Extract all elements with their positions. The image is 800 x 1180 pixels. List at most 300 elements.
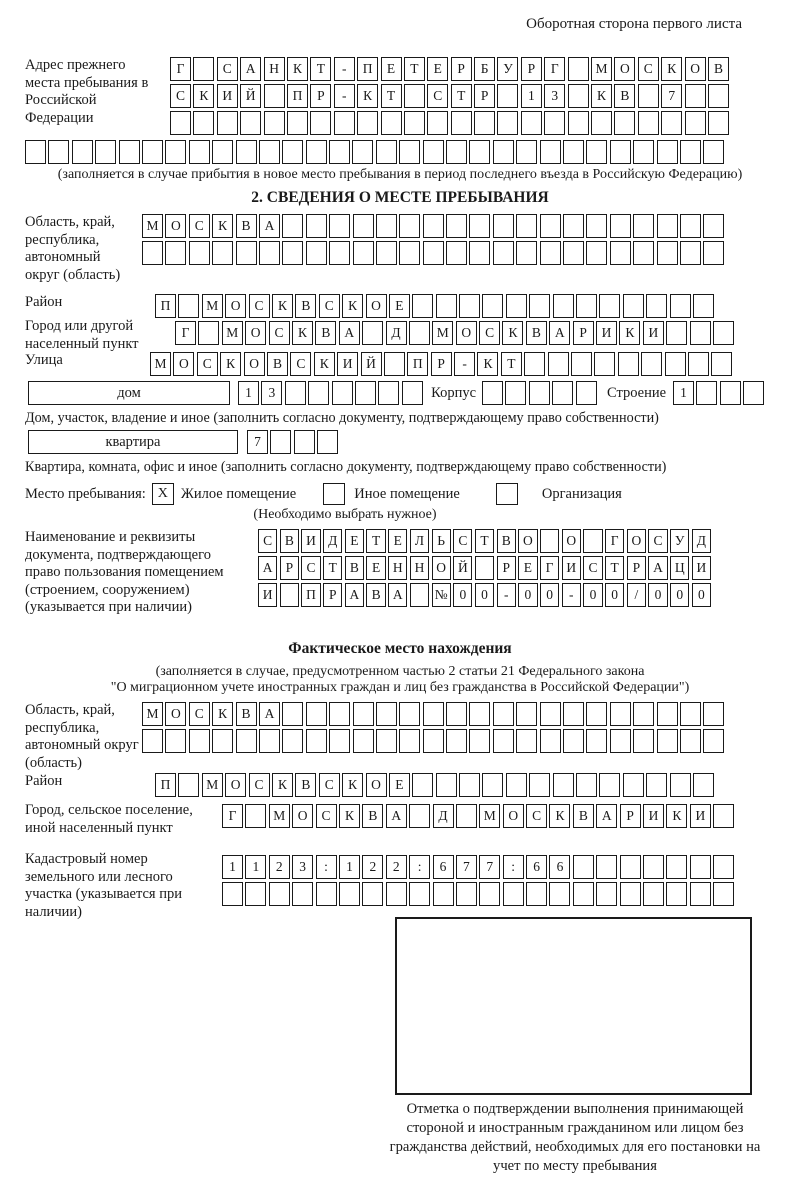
form-cell[interactable] (610, 214, 631, 238)
form-cell[interactable]: Р (620, 804, 641, 828)
form-cell[interactable]: М (479, 804, 500, 828)
form-cell[interactable]: Т (475, 529, 494, 553)
form-cell[interactable] (563, 241, 584, 265)
form-cell[interactable]: Р (323, 583, 342, 607)
form-cell[interactable] (193, 57, 214, 81)
form-cell[interactable] (451, 111, 472, 135)
form-cell[interactable]: И (301, 529, 320, 553)
form-cell[interactable] (657, 702, 678, 726)
form-cell[interactable]: С (290, 352, 311, 376)
form-cell[interactable] (680, 214, 701, 238)
form-cell[interactable]: К (357, 84, 378, 108)
form-cell[interactable]: С (269, 321, 290, 345)
form-cell[interactable]: Т (366, 529, 385, 553)
form-cell[interactable] (482, 381, 503, 405)
form-cell[interactable]: Т (451, 84, 472, 108)
form-cell[interactable]: К (212, 214, 233, 238)
form-cell[interactable] (48, 140, 69, 164)
form-cell[interactable] (334, 111, 355, 135)
form-cell[interactable] (657, 140, 678, 164)
form-cell[interactable] (688, 352, 709, 376)
form-cell[interactable] (95, 140, 116, 164)
form-cell[interactable] (614, 111, 635, 135)
form-cell[interactable] (680, 729, 701, 753)
form-cell[interactable]: Д (433, 804, 454, 828)
form-cell[interactable] (516, 241, 537, 265)
form-cell[interactable] (586, 241, 607, 265)
form-cell[interactable] (212, 241, 233, 265)
form-cell[interactable] (353, 702, 374, 726)
form-cell[interactable] (665, 352, 686, 376)
form-cell[interactable] (680, 140, 701, 164)
form-cell[interactable] (280, 583, 299, 607)
form-cell[interactable] (353, 729, 374, 753)
form-cell[interactable]: 7 (247, 430, 268, 454)
form-cell[interactable] (516, 729, 537, 753)
form-cell[interactable]: 3 (544, 84, 565, 108)
form-cell[interactable]: К (661, 57, 682, 81)
form-cell[interactable] (469, 702, 490, 726)
form-cell[interactable]: У (497, 57, 518, 81)
form-cell[interactable]: О (685, 57, 706, 81)
form-cell[interactable]: 6 (549, 855, 570, 879)
form-cell[interactable]: А (259, 702, 280, 726)
form-cell[interactable]: М (142, 702, 163, 726)
form-cell[interactable]: А (596, 804, 617, 828)
form-cell[interactable]: К (272, 773, 293, 797)
form-cell[interactable]: С (316, 804, 337, 828)
form-cell[interactable]: К (314, 352, 335, 376)
form-cell[interactable] (690, 855, 711, 879)
form-cell[interactable]: А (345, 583, 364, 607)
form-cell[interactable]: В (280, 529, 299, 553)
form-cell[interactable] (548, 352, 569, 376)
form-cell[interactable] (586, 140, 607, 164)
form-cell[interactable] (633, 241, 654, 265)
form-cell[interactable]: К (502, 321, 523, 345)
form-cell[interactable]: А (339, 321, 360, 345)
form-cell[interactable] (506, 773, 527, 797)
form-cell[interactable]: Р (573, 321, 594, 345)
form-cell[interactable]: М (142, 214, 163, 238)
form-cell[interactable] (529, 294, 550, 318)
form-cell[interactable]: А (259, 214, 280, 238)
form-cell[interactable] (399, 702, 420, 726)
form-cell[interactable] (332, 381, 353, 405)
form-cell[interactable] (633, 214, 654, 238)
form-cell[interactable] (670, 294, 691, 318)
form-cell[interactable] (516, 214, 537, 238)
form-cell[interactable] (497, 84, 518, 108)
form-cell[interactable] (119, 140, 140, 164)
form-cell[interactable]: А (648, 556, 667, 580)
form-cell[interactable] (633, 729, 654, 753)
form-cell[interactable]: 1 (339, 855, 360, 879)
form-cell[interactable]: Т (381, 84, 402, 108)
form-cell[interactable] (623, 773, 644, 797)
form-cell[interactable]: И (643, 804, 664, 828)
form-cell[interactable]: П (155, 294, 176, 318)
form-cell[interactable] (446, 241, 467, 265)
form-cell[interactable] (482, 294, 503, 318)
form-cell[interactable]: Ь (432, 529, 451, 553)
form-cell[interactable]: О (292, 804, 313, 828)
form-cell[interactable] (643, 855, 664, 879)
form-cell[interactable] (245, 804, 266, 828)
form-cell[interactable] (240, 111, 261, 135)
form-cell[interactable] (399, 729, 420, 753)
form-cell[interactable] (573, 882, 594, 906)
form-cell[interactable]: О (503, 804, 524, 828)
form-cell[interactable] (317, 430, 338, 454)
form-cell[interactable]: А (258, 556, 277, 580)
form-cell[interactable] (329, 140, 350, 164)
form-cell[interactable]: О (366, 773, 387, 797)
form-cell[interactable] (306, 729, 327, 753)
form-cell[interactable]: - (334, 57, 355, 81)
form-cell[interactable] (236, 241, 257, 265)
form-cell[interactable]: М (150, 352, 171, 376)
form-cell[interactable] (599, 294, 620, 318)
form-cell[interactable]: 0 (540, 583, 559, 607)
form-cell[interactable] (189, 140, 210, 164)
form-cell[interactable]: Г (540, 556, 559, 580)
form-cell[interactable]: 0 (475, 583, 494, 607)
form-cell[interactable]: К (212, 702, 233, 726)
form-cell[interactable]: 6 (526, 855, 547, 879)
form-cell[interactable] (540, 729, 561, 753)
form-cell[interactable] (576, 294, 597, 318)
form-cell[interactable]: Т (605, 556, 624, 580)
form-cell[interactable]: - (497, 583, 516, 607)
form-cell[interactable] (25, 140, 46, 164)
form-cell[interactable]: В (267, 352, 288, 376)
form-cell[interactable] (586, 729, 607, 753)
form-cell[interactable] (693, 773, 714, 797)
form-cell[interactable]: 0 (518, 583, 537, 607)
form-cell[interactable]: К (619, 321, 640, 345)
form-cell[interactable]: 1 (245, 855, 266, 879)
form-cell[interactable]: С (479, 321, 500, 345)
form-cell[interactable] (563, 729, 584, 753)
form-cell[interactable] (529, 381, 550, 405)
form-cell[interactable] (505, 381, 526, 405)
form-cell[interactable] (142, 241, 163, 265)
form-cell[interactable]: Е (427, 57, 448, 81)
form-cell[interactable] (620, 882, 641, 906)
form-cell[interactable] (433, 882, 454, 906)
form-cell[interactable]: Т (501, 352, 522, 376)
form-cell[interactable] (72, 140, 93, 164)
form-cell[interactable] (270, 430, 291, 454)
form-cell[interactable]: 2 (362, 855, 383, 879)
form-cell[interactable] (306, 702, 327, 726)
form-cell[interactable]: О (225, 294, 246, 318)
form-cell[interactable] (469, 214, 490, 238)
form-cell[interactable] (563, 702, 584, 726)
form-cell[interactable]: 3 (261, 381, 282, 405)
form-cell[interactable]: Д (386, 321, 407, 345)
form-cell[interactable] (657, 241, 678, 265)
form-cell[interactable]: - (454, 352, 475, 376)
form-cell[interactable]: А (240, 57, 261, 81)
form-cell[interactable] (690, 882, 711, 906)
form-cell[interactable]: М (269, 804, 290, 828)
form-cell[interactable] (264, 111, 285, 135)
form-cell[interactable] (306, 214, 327, 238)
form-cell[interactable] (446, 214, 467, 238)
form-cell[interactable]: С (638, 57, 659, 81)
form-cell[interactable] (376, 241, 397, 265)
form-cell[interactable] (610, 729, 631, 753)
form-cell[interactable] (563, 214, 584, 238)
form-cell[interactable] (308, 381, 329, 405)
form-cell[interactable]: О (165, 702, 186, 726)
form-cell[interactable] (193, 111, 214, 135)
form-cell[interactable]: П (301, 583, 320, 607)
form-cell[interactable] (165, 140, 186, 164)
form-cell[interactable]: Г (605, 529, 624, 553)
form-cell[interactable]: В (366, 583, 385, 607)
form-cell[interactable] (198, 321, 219, 345)
form-cell[interactable] (446, 702, 467, 726)
form-cell[interactable]: Е (381, 57, 402, 81)
form-cell[interactable] (410, 583, 429, 607)
form-cell[interactable]: Д (323, 529, 342, 553)
form-cell[interactable]: К (287, 57, 308, 81)
form-cell[interactable] (553, 294, 574, 318)
form-cell[interactable] (516, 140, 537, 164)
form-cell[interactable]: О (562, 529, 581, 553)
form-cell[interactable] (703, 702, 724, 726)
form-cell[interactable] (310, 111, 331, 135)
form-cell[interactable] (524, 352, 545, 376)
form-cell[interactable] (294, 430, 315, 454)
form-cell[interactable] (646, 773, 667, 797)
form-cell[interactable] (282, 702, 303, 726)
form-cell[interactable] (376, 729, 397, 753)
form-cell[interactable]: Е (366, 556, 385, 580)
form-cell[interactable]: Л (410, 529, 429, 553)
form-cell[interactable] (362, 882, 383, 906)
form-cell[interactable]: 0 (648, 583, 667, 607)
form-cell[interactable]: 0 (605, 583, 624, 607)
form-cell[interactable] (703, 729, 724, 753)
form-cell[interactable] (552, 381, 573, 405)
form-cell[interactable] (643, 882, 664, 906)
apartment-box[interactable]: квартира (28, 430, 238, 454)
form-cell[interactable] (743, 381, 764, 405)
form-cell[interactable] (412, 294, 433, 318)
form-cell[interactable] (493, 702, 514, 726)
form-cell[interactable] (666, 855, 687, 879)
form-cell[interactable] (165, 729, 186, 753)
form-cell[interactable]: М (591, 57, 612, 81)
form-cell[interactable]: И (258, 583, 277, 607)
form-cell[interactable] (693, 294, 714, 318)
form-cell[interactable]: С (583, 556, 602, 580)
form-cell[interactable] (576, 773, 597, 797)
form-cell[interactable]: С (453, 529, 472, 553)
form-cell[interactable]: О (614, 57, 635, 81)
form-cell[interactable]: - (334, 84, 355, 108)
form-cell[interactable] (596, 855, 617, 879)
form-cell[interactable] (591, 111, 612, 135)
form-cell[interactable] (594, 352, 615, 376)
form-cell[interactable] (264, 84, 285, 108)
form-cell[interactable]: С (249, 773, 270, 797)
form-cell[interactable] (711, 352, 732, 376)
form-cell[interactable]: 1 (238, 381, 259, 405)
form-cell[interactable] (657, 729, 678, 753)
form-cell[interactable] (399, 241, 420, 265)
form-cell[interactable]: С (249, 294, 270, 318)
form-cell[interactable]: С (217, 57, 238, 81)
form-cell[interactable]: К (342, 773, 363, 797)
form-cell[interactable] (446, 729, 467, 753)
form-cell[interactable]: С (427, 84, 448, 108)
form-cell[interactable] (703, 214, 724, 238)
form-cell[interactable] (493, 241, 514, 265)
form-cell[interactable]: К (591, 84, 612, 108)
form-cell[interactable] (423, 241, 444, 265)
form-cell[interactable] (178, 773, 199, 797)
form-cell[interactable]: С (258, 529, 277, 553)
form-cell[interactable] (641, 352, 662, 376)
form-cell[interactable] (568, 111, 589, 135)
form-cell[interactable] (306, 140, 327, 164)
form-cell[interactable] (503, 882, 524, 906)
form-cell[interactable] (516, 702, 537, 726)
form-cell[interactable] (469, 140, 490, 164)
form-cell[interactable] (339, 882, 360, 906)
form-cell[interactable] (412, 773, 433, 797)
form-cell[interactable]: О (173, 352, 194, 376)
form-cell[interactable]: С (189, 702, 210, 726)
form-cell[interactable] (384, 352, 405, 376)
checkbox-organization[interactable] (496, 483, 518, 505)
form-cell[interactable] (376, 214, 397, 238)
form-cell[interactable]: Р (627, 556, 646, 580)
form-cell[interactable] (670, 773, 691, 797)
form-cell[interactable] (427, 111, 448, 135)
form-cell[interactable] (355, 381, 376, 405)
form-cell[interactable]: Б (474, 57, 495, 81)
form-cell[interactable] (236, 140, 257, 164)
form-cell[interactable] (540, 214, 561, 238)
form-cell[interactable]: О (165, 214, 186, 238)
form-cell[interactable]: П (407, 352, 428, 376)
form-cell[interactable] (599, 773, 620, 797)
form-cell[interactable] (386, 882, 407, 906)
form-cell[interactable]: С (170, 84, 191, 108)
form-cell[interactable] (236, 729, 257, 753)
form-cell[interactable] (212, 140, 233, 164)
form-cell[interactable] (376, 702, 397, 726)
form-cell[interactable] (685, 84, 706, 108)
form-cell[interactable]: М (202, 773, 223, 797)
form-cell[interactable] (285, 381, 306, 405)
form-cell[interactable] (469, 729, 490, 753)
form-cell[interactable] (469, 241, 490, 265)
form-cell[interactable]: В (345, 556, 364, 580)
form-cell[interactable] (610, 241, 631, 265)
form-cell[interactable] (540, 140, 561, 164)
form-cell[interactable] (638, 84, 659, 108)
form-cell[interactable] (402, 381, 423, 405)
form-cell[interactable] (703, 140, 724, 164)
form-cell[interactable] (680, 702, 701, 726)
form-cell[interactable] (409, 321, 430, 345)
form-cell[interactable] (493, 214, 514, 238)
form-cell[interactable] (423, 214, 444, 238)
form-cell[interactable]: 6 (433, 855, 454, 879)
form-cell[interactable]: В (295, 773, 316, 797)
form-cell[interactable]: Ц (670, 556, 689, 580)
form-cell[interactable]: Р (521, 57, 542, 81)
form-cell[interactable] (610, 702, 631, 726)
form-cell[interactable] (189, 729, 210, 753)
form-cell[interactable]: С (197, 352, 218, 376)
form-cell[interactable] (576, 381, 597, 405)
form-cell[interactable]: О (432, 556, 451, 580)
form-cell[interactable] (493, 729, 514, 753)
form-cell[interactable] (259, 241, 280, 265)
form-cell[interactable] (357, 111, 378, 135)
form-cell[interactable] (568, 84, 589, 108)
form-cell[interactable]: : (409, 855, 430, 879)
form-cell[interactable]: Е (388, 529, 407, 553)
form-cell[interactable]: Т (404, 57, 425, 81)
form-cell[interactable]: Р (451, 57, 472, 81)
form-cell[interactable]: Р (310, 84, 331, 108)
form-cell[interactable] (475, 556, 494, 580)
form-cell[interactable] (353, 241, 374, 265)
form-cell[interactable]: С (526, 804, 547, 828)
form-cell[interactable]: С (648, 529, 667, 553)
form-cell[interactable] (329, 729, 350, 753)
form-cell[interactable]: К (272, 294, 293, 318)
form-cell[interactable] (666, 321, 687, 345)
form-cell[interactable] (404, 84, 425, 108)
form-cell[interactable] (446, 140, 467, 164)
form-cell[interactable] (529, 773, 550, 797)
form-cell[interactable]: К (342, 294, 363, 318)
form-cell[interactable]: П (155, 773, 176, 797)
form-cell[interactable]: : (503, 855, 524, 879)
form-cell[interactable]: И (690, 804, 711, 828)
form-cell[interactable] (685, 111, 706, 135)
form-cell[interactable] (409, 804, 430, 828)
form-cell[interactable] (720, 381, 741, 405)
form-cell[interactable] (212, 729, 233, 753)
form-cell[interactable]: О (518, 529, 537, 553)
form-cell[interactable]: Н (388, 556, 407, 580)
form-cell[interactable]: Р (474, 84, 495, 108)
form-cell[interactable]: Г (175, 321, 196, 345)
form-cell[interactable] (170, 111, 191, 135)
form-cell[interactable]: Й (361, 352, 382, 376)
form-cell[interactable]: И (692, 556, 711, 580)
form-cell[interactable] (316, 882, 337, 906)
form-cell[interactable] (708, 111, 729, 135)
form-cell[interactable] (399, 140, 420, 164)
form-cell[interactable] (269, 882, 290, 906)
form-cell[interactable] (292, 882, 313, 906)
form-cell[interactable]: 0 (453, 583, 472, 607)
form-cell[interactable]: Д (692, 529, 711, 553)
form-cell[interactable]: В (708, 57, 729, 81)
